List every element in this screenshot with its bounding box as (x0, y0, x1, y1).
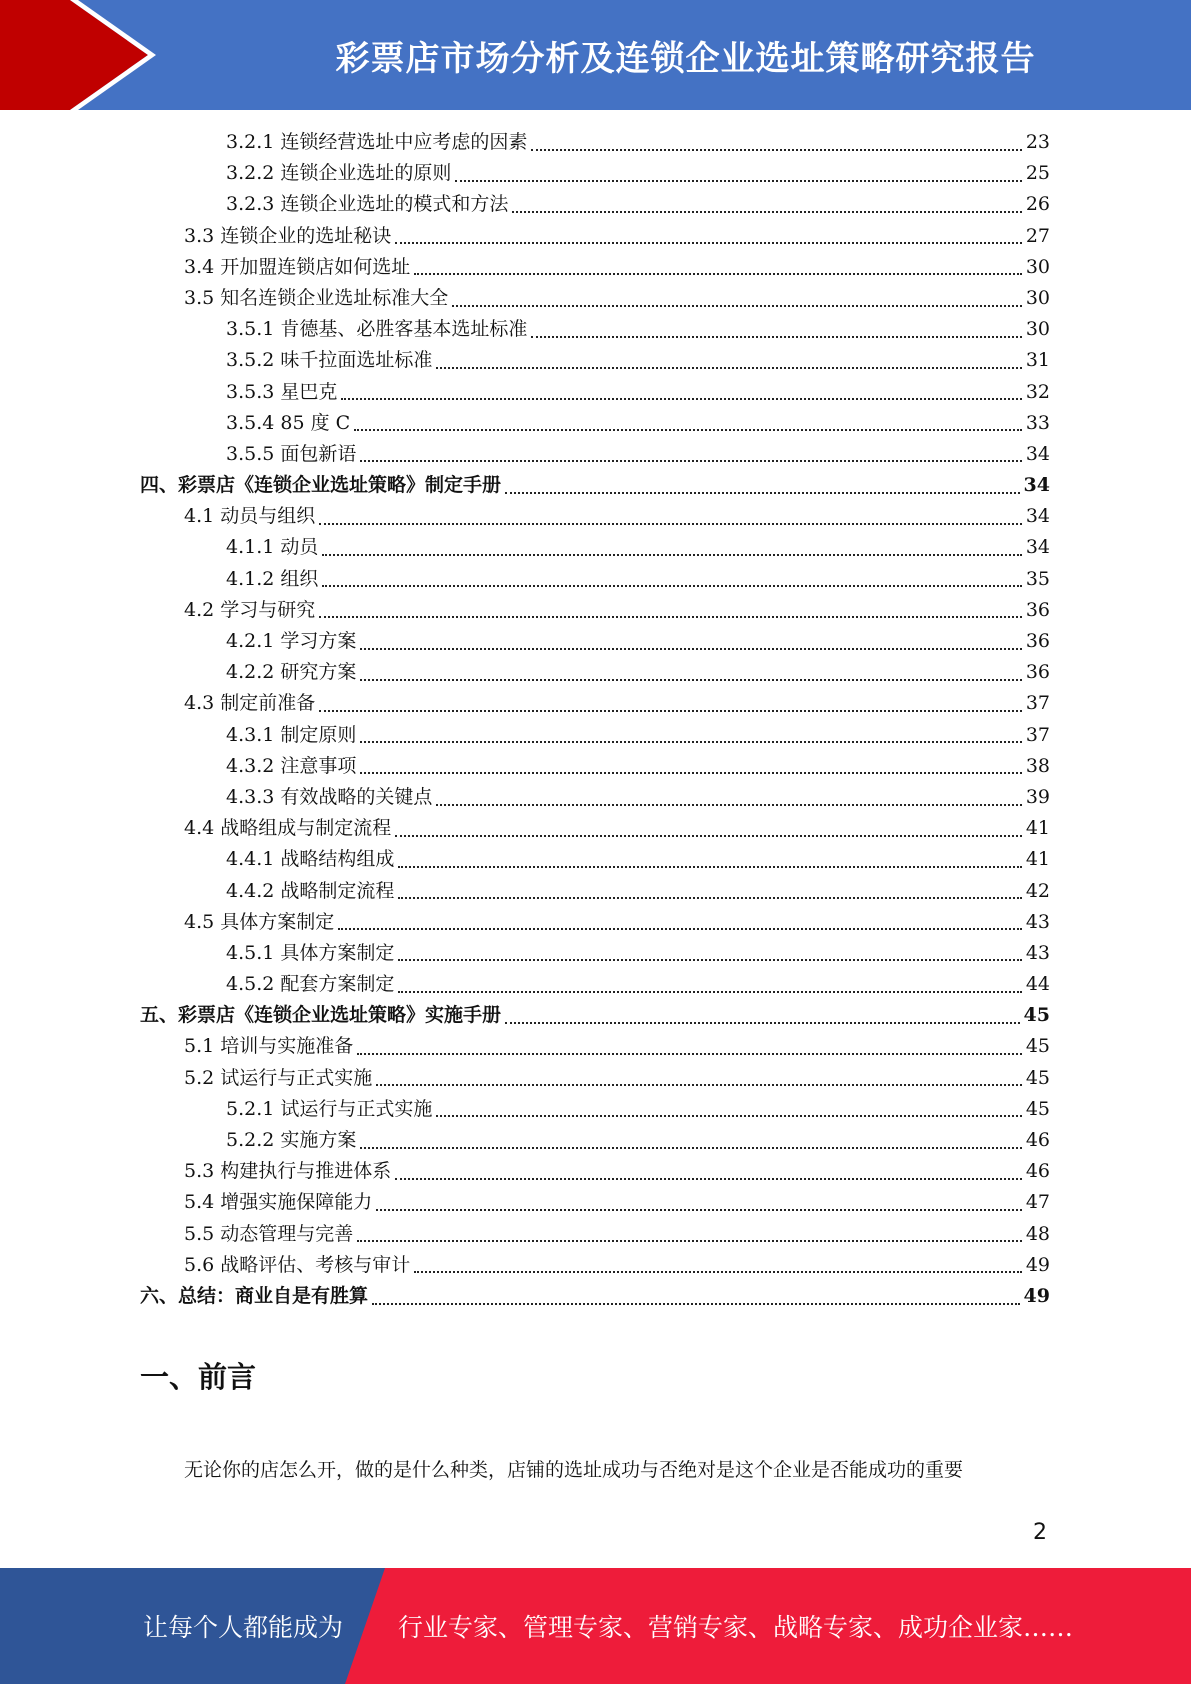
toc-dot-leader (398, 959, 1021, 961)
toc-entry[interactable] (140, 501, 1050, 532)
toc-entry-label: 六、总结：商业自是有胜算 (140, 1284, 369, 1307)
toc-entry-page: 42 (1025, 879, 1050, 902)
toc-entry-label: 3.5.4 85 度 C (226, 411, 351, 434)
toc-dot-leader (322, 554, 1021, 556)
toc-entry-page: 34 (1025, 536, 1050, 559)
toc-dot-leader (414, 1271, 1022, 1273)
page-header (0, 0, 1191, 110)
toc-dot-leader (360, 1147, 1021, 1149)
toc-entry[interactable] (140, 657, 1050, 688)
toc-entry-page: 34 (1023, 474, 1050, 497)
toc-dot-leader (398, 991, 1021, 993)
toc-dot-leader (372, 1303, 1020, 1305)
toc-dot-leader (319, 523, 1022, 525)
toc-entry-page: 33 (1025, 411, 1050, 434)
toc-entry[interactable] (140, 314, 1050, 345)
toc-entry-page: 27 (1025, 224, 1050, 247)
body-paragraph: 无论你的店怎么开，做的是什么种类，店铺的选址成功与否绝对是这个企业是否能成功的重要 (184, 1459, 964, 1481)
footer-slogan-left: 让每个人都能成为 (143, 1613, 344, 1642)
toc-entry-label: 4.4.2 战略制定流程 (226, 879, 395, 902)
toc-entry-label: 5.3 构建执行与推进体系 (184, 1160, 392, 1183)
toc-entry-label: 五、彩票店《连锁企业选址策略》实施手册 (140, 1004, 502, 1027)
toc-entry[interactable] (140, 470, 1050, 501)
toc-entry[interactable] (140, 595, 1050, 626)
toc-dot-leader (436, 367, 1021, 369)
toc-dot-leader (531, 336, 1021, 338)
toc-entry-page: 48 (1025, 1222, 1050, 1245)
toc-dot-leader (357, 1240, 1022, 1242)
toc-entry[interactable] (140, 158, 1050, 189)
toc-dot-leader (376, 1084, 1022, 1086)
footer-slogan-right: 行业专家、管理专家、营销专家、战略专家、成功企业家…… (398, 1613, 1074, 1642)
toc-entry-page: 26 (1025, 193, 1050, 216)
toc-dot-leader (319, 710, 1022, 712)
toc-entry-page: 37 (1025, 723, 1050, 746)
toc-entry-label: 4.3.2 注意事项 (226, 754, 357, 777)
toc-entry-label: 4.1.1 动员 (226, 536, 319, 559)
toc-entry[interactable] (140, 1250, 1050, 1281)
toc-entry-page: 37 (1025, 692, 1050, 715)
toc-entry-page: 35 (1025, 567, 1050, 590)
toc-dot-leader (395, 242, 1022, 244)
toc-entry[interactable] (140, 345, 1050, 376)
toc-entry[interactable] (140, 564, 1050, 595)
toc-entry[interactable] (140, 1031, 1050, 1062)
toc-entry-label: 4.1 动员与组织 (184, 505, 316, 528)
toc-entry-page: 46 (1025, 1160, 1050, 1183)
table-of-contents (140, 127, 1050, 1312)
toc-dot-leader (395, 835, 1022, 837)
toc-entry[interactable] (140, 439, 1050, 470)
toc-entry[interactable] (140, 876, 1050, 907)
toc-entry-label: 4.1.2 组织 (226, 567, 319, 590)
toc-entry-label: 3.2.2 连锁企业选址的原则 (226, 162, 452, 185)
toc-entry[interactable] (140, 221, 1050, 252)
toc-entry-page: 45 (1025, 1097, 1050, 1120)
toc-dot-leader (436, 804, 1021, 806)
toc-entry-page: 34 (1025, 442, 1050, 465)
toc-dot-leader (376, 1209, 1022, 1211)
toc-entry-label: 4.2 学习与研究 (184, 598, 316, 621)
toc-entry-label: 5.2.2 实施方案 (226, 1129, 357, 1151)
toc-entry-page: 38 (1025, 754, 1050, 777)
toc-entry[interactable] (140, 532, 1050, 563)
toc-entry-label: 5.1 培训与实施准备 (184, 1035, 354, 1058)
toc-dot-leader (357, 1053, 1022, 1055)
toc-dot-leader (512, 211, 1021, 213)
toc-entry[interactable] (140, 1094, 1050, 1125)
toc-entry-label: 5.6 战略评估、考核与审计 (184, 1253, 411, 1276)
toc-dot-leader (505, 1022, 1020, 1024)
toc-entry[interactable] (140, 626, 1050, 657)
toc-entry-label: 3.3 连锁企业的选址秘诀 (184, 224, 392, 247)
toc-entry[interactable] (140, 127, 1050, 158)
toc-entry-page: 41 (1025, 848, 1050, 871)
toc-entry[interactable] (140, 1063, 1050, 1094)
section-heading: 一、前言 (140, 1360, 257, 1394)
toc-entry-label: 3.5.1 肯德基、必胜客基本选址标准 (226, 318, 528, 341)
toc-entry-page: 31 (1025, 349, 1050, 372)
toc-entry[interactable] (140, 1125, 1050, 1156)
toc-entry-label: 5.5 动态管理与完善 (184, 1222, 354, 1245)
toc-entry[interactable] (140, 751, 1050, 782)
header-chevron-icon (0, 0, 200, 110)
toc-entry-label: 4.4.1 战略结构组成 (226, 848, 395, 871)
toc-entry-page: 30 (1025, 255, 1050, 278)
toc-entry-page: 49 (1023, 1284, 1050, 1307)
toc-entry-label: 4.3.3 有效战略的关键点 (226, 785, 433, 808)
toc-entry-label: 3.4 开加盟连锁店如何选址 (184, 255, 411, 278)
toc-entry-page: 45 (1025, 1066, 1050, 1089)
toc-entry-label: 4.3 制定前准备 (184, 692, 316, 715)
toc-entry-label: 4.3.1 制定原则 (226, 723, 357, 746)
toc-entry-label: 4.5.1 具体方案制定 (226, 941, 395, 964)
toc-entry[interactable] (140, 1281, 1050, 1312)
toc-entry-page: 39 (1025, 785, 1050, 808)
toc-entry[interactable] (140, 283, 1050, 314)
toc-entry[interactable] (140, 720, 1050, 751)
toc-entry-page: 45 (1025, 1035, 1050, 1058)
toc-entry[interactable] (140, 377, 1050, 408)
toc-entry[interactable] (140, 189, 1050, 220)
toc-entry-page: 23 (1025, 131, 1050, 153)
toc-dot-leader (360, 772, 1021, 774)
toc-entry-page: 36 (1025, 661, 1050, 684)
toc-entry-label: 4.2.2 研究方案 (226, 661, 357, 684)
toc-entry-page: 43 (1025, 941, 1050, 964)
toc-entry-page: 46 (1025, 1129, 1050, 1151)
toc-dot-leader (452, 305, 1022, 307)
toc-entry[interactable] (140, 1187, 1050, 1218)
toc-entry[interactable] (140, 907, 1050, 938)
toc-entry-label: 5.2.1 试运行与正式实施 (226, 1097, 433, 1120)
page-footer (0, 1568, 1191, 1684)
toc-dot-leader (436, 1115, 1021, 1117)
toc-dot-leader (398, 897, 1021, 899)
page-number: 2 (1033, 1520, 1047, 1545)
toc-entry-label: 5.2 试运行与正式实施 (184, 1066, 373, 1089)
toc-entry[interactable] (140, 969, 1050, 1000)
toc-dot-leader (455, 180, 1021, 182)
toc-entry-label: 5.4 增强实施保障能力 (184, 1191, 373, 1214)
toc-entry[interactable] (140, 1156, 1050, 1187)
toc-dot-leader (322, 585, 1021, 587)
toc-entry-label: 3.2.3 连锁企业选址的模式和方法 (226, 193, 509, 216)
toc-entry-label: 3.5.2 味千拉面选址标准 (226, 349, 433, 372)
toc-dot-leader (319, 616, 1022, 618)
toc-entry-label: 4.2.1 学习方案 (226, 630, 357, 652)
toc-dot-leader (341, 398, 1021, 400)
toc-entry[interactable] (140, 252, 1050, 283)
toc-dot-leader (531, 149, 1021, 151)
toc-entry-page: 44 (1025, 973, 1050, 996)
toc-dot-leader (360, 679, 1021, 681)
toc-dot-leader (354, 429, 1022, 431)
toc-entry-label: 3.5.5 面包新语 (226, 442, 357, 465)
toc-entry-page: 49 (1025, 1253, 1050, 1276)
toc-entry-label: 4.5 具体方案制定 (184, 910, 335, 933)
toc-entry-label: 3.2.1 连锁经营选址中应考虑的因素 (226, 131, 528, 153)
toc-dot-leader (414, 273, 1022, 275)
document-title: 彩票店市场分析及连锁企业选址策略研究报告 (335, 38, 1036, 79)
toc-entry-page: 25 (1025, 162, 1050, 185)
toc-entry[interactable] (140, 782, 1050, 813)
toc-entry-page: 43 (1025, 910, 1050, 933)
toc-entry[interactable] (140, 408, 1050, 439)
toc-dot-leader (505, 492, 1020, 494)
toc-entry-label: 4.4 战略组成与制定流程 (184, 817, 392, 840)
toc-entry-label: 四、彩票店《连锁企业选址策略》制定手册 (140, 474, 502, 497)
toc-entry-label: 4.5.2 配套方案制定 (226, 973, 395, 996)
toc-entry-page: 41 (1025, 817, 1050, 840)
toc-entry-label: 3.5 知名连锁企业选址标准大全 (184, 286, 449, 309)
toc-entry[interactable] (140, 688, 1050, 719)
toc-entry-page: 32 (1025, 380, 1050, 403)
toc-dot-leader (338, 928, 1022, 930)
toc-dot-leader (395, 1178, 1022, 1180)
toc-entry[interactable] (140, 938, 1050, 969)
toc-entry[interactable] (140, 844, 1050, 875)
toc-dot-leader (360, 460, 1021, 462)
toc-entry-page: 30 (1025, 318, 1050, 341)
toc-dot-leader (398, 866, 1021, 868)
toc-dot-leader (360, 741, 1021, 743)
toc-entry-page: 47 (1025, 1191, 1050, 1214)
toc-entry[interactable] (140, 1000, 1050, 1031)
toc-entry-page: 36 (1025, 598, 1050, 621)
toc-entry[interactable] (140, 1219, 1050, 1250)
toc-entry-page: 45 (1023, 1004, 1050, 1027)
toc-entry[interactable] (140, 813, 1050, 844)
toc-entry-page: 34 (1025, 505, 1050, 528)
toc-entry-label: 3.5.3 星巴克 (226, 380, 338, 403)
toc-dot-leader (360, 648, 1021, 650)
toc-entry-page: 30 (1025, 286, 1050, 309)
toc-entry-page: 36 (1025, 630, 1050, 652)
